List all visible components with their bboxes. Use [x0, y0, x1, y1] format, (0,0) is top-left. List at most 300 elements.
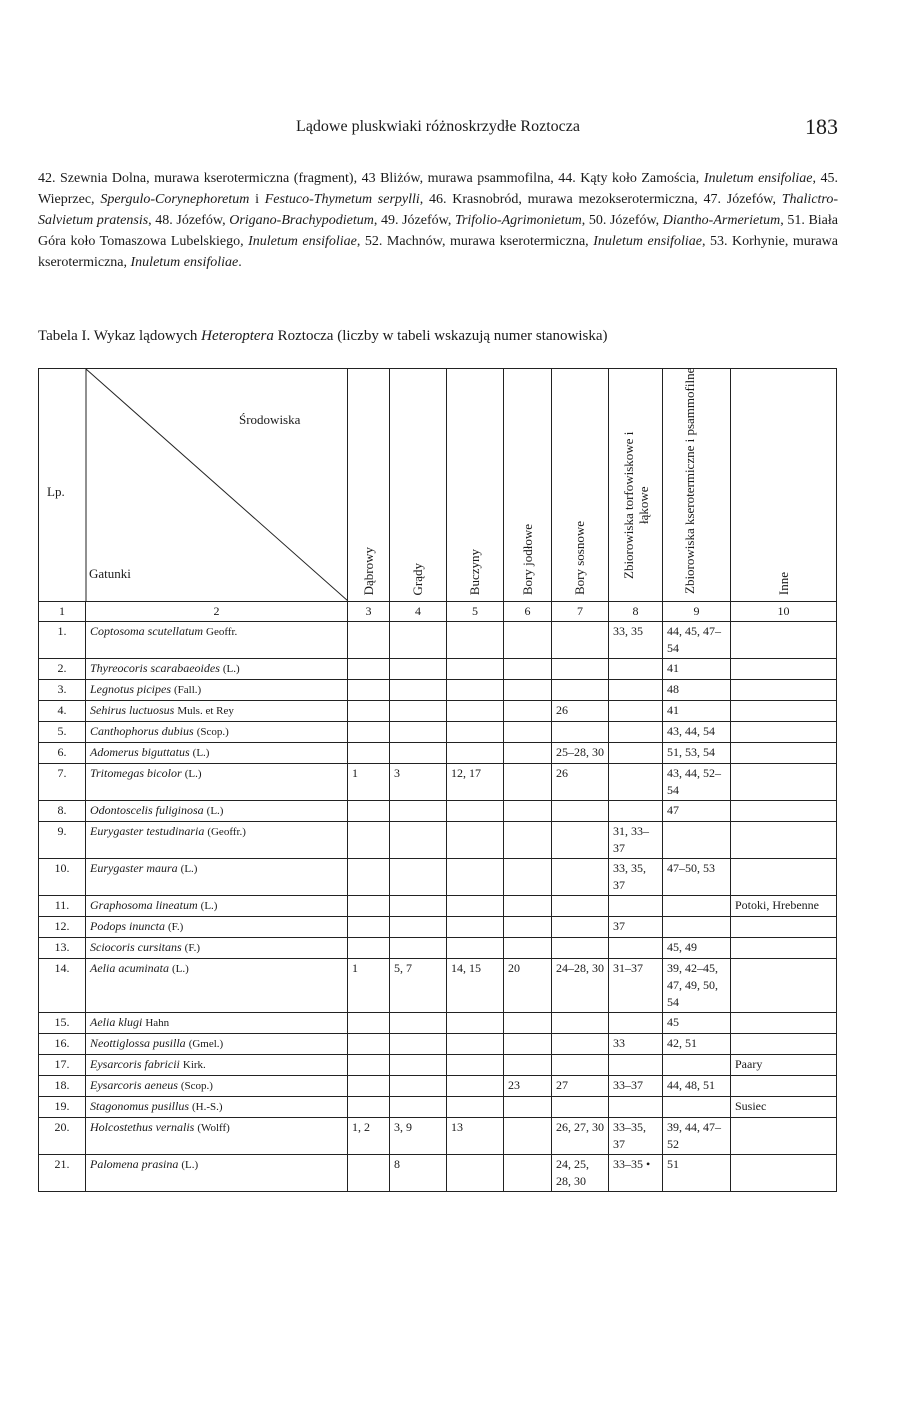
site-cell — [552, 1034, 609, 1055]
species-author: (L.) — [222, 663, 240, 675]
site-cell — [390, 1034, 447, 1055]
site-cell — [663, 1097, 731, 1118]
species-name: Canthophorus dubius — [90, 724, 194, 738]
site-cell — [663, 917, 731, 938]
col-number: 8 — [609, 602, 663, 622]
species-name: Adomerus biguttatus — [90, 745, 190, 759]
species-cell — [86, 859, 348, 896]
site-cell — [731, 1034, 837, 1055]
site-cell — [552, 680, 609, 701]
species-author: (Scop.) — [180, 1080, 213, 1092]
site-cell — [447, 1097, 504, 1118]
site-cell: 33 — [609, 1034, 663, 1055]
site-cell: 51 — [663, 1155, 731, 1192]
row-number: 5. — [39, 722, 86, 743]
site-cell — [348, 680, 390, 701]
species-cell — [86, 1076, 348, 1097]
site-cell — [609, 1097, 663, 1118]
site-cell — [504, 917, 552, 938]
table-row — [39, 680, 837, 701]
intro-taxon-name: Spergulo-Corynephoretum — [100, 192, 250, 207]
caption-prefix: Tabela I. Wykaz lądowych — [38, 328, 202, 344]
row-number: 14. — [39, 959, 86, 1013]
site-cell — [731, 764, 837, 801]
site-cell — [731, 701, 837, 722]
species-name: Eurygaster maura — [90, 861, 178, 875]
site-cell — [731, 938, 837, 959]
site-cell: 48 — [663, 680, 731, 701]
intro-text: , 51. Biała Góra koło Tomaszowa Lubelskiego, — [38, 213, 838, 249]
site-cell — [504, 1034, 552, 1055]
site-cell — [348, 801, 390, 822]
intro-text: . — [238, 255, 242, 270]
site-cell — [390, 659, 447, 680]
table-body — [39, 622, 837, 1192]
species-author: (L.) — [171, 963, 189, 975]
species-cell — [86, 1013, 348, 1034]
species-cell — [86, 622, 348, 659]
site-cell — [609, 659, 663, 680]
site-cell — [552, 896, 609, 917]
site-cell: 25–28, 30 — [552, 743, 609, 764]
table-row — [39, 659, 837, 680]
col-number: 10 — [731, 602, 837, 622]
site-cell: 45, 49 — [663, 938, 731, 959]
table-row — [39, 622, 837, 659]
col-number: 5 — [447, 602, 504, 622]
species-cell — [86, 764, 348, 801]
species-author: (F.) — [184, 942, 200, 954]
site-cell — [348, 1013, 390, 1034]
site-cell — [348, 1076, 390, 1097]
row-number: 8. — [39, 801, 86, 822]
site-cell — [447, 743, 504, 764]
site-cell — [447, 822, 504, 859]
intro-text: , 45. Wieprzec, — [38, 171, 839, 207]
col-header-torfowiskowe: Zbiorowiska torfowiskowe i łąkowe — [609, 369, 663, 602]
intro-taxon-name: Inuletum ensifoliae — [248, 234, 357, 249]
site-cell: 26 — [552, 764, 609, 801]
lp-label: Lp. — [47, 484, 65, 499]
site-cell: 33–35 • — [609, 1155, 663, 1192]
site-cell — [447, 622, 504, 659]
site-cell — [609, 801, 663, 822]
site-cell — [348, 917, 390, 938]
site-cell — [731, 622, 837, 659]
species-name: Aelia klugi — [90, 1015, 143, 1029]
site-cell — [504, 743, 552, 764]
site-cell — [348, 1034, 390, 1055]
site-cell — [447, 896, 504, 917]
site-cell — [447, 801, 504, 822]
row-number: 7. — [39, 764, 86, 801]
table-row — [39, 1155, 837, 1192]
site-cell — [348, 1055, 390, 1076]
table-row — [39, 1076, 837, 1097]
species-author: Muls. et Rey — [177, 705, 234, 717]
site-cell: 42, 51 — [663, 1034, 731, 1055]
site-cell — [504, 722, 552, 743]
intro-text: , 49. Józefów, — [373, 213, 455, 228]
site-cell — [390, 1055, 447, 1076]
site-cell — [609, 701, 663, 722]
site-cell: 3 — [390, 764, 447, 801]
species-cell — [86, 1118, 348, 1155]
species-name: Eysarcoris aeneus — [90, 1078, 178, 1092]
table-row — [39, 743, 837, 764]
col-header-bory-sosnowe: Bory sosnowe — [552, 369, 609, 602]
site-cell — [504, 1013, 552, 1034]
site-cell — [504, 1055, 552, 1076]
site-cell: 41 — [663, 701, 731, 722]
site-cell: 43, 44, 54 — [663, 722, 731, 743]
species-name: Sehirus luctuosus — [90, 703, 175, 717]
site-cell — [447, 938, 504, 959]
table-row — [39, 959, 837, 1013]
row-number: 9. — [39, 822, 86, 859]
site-cell: 51, 53, 54 — [663, 743, 731, 764]
site-cell — [447, 1076, 504, 1097]
site-cell: 44, 48, 51 — [663, 1076, 731, 1097]
intro-taxon-name: Diantho-Armerietum — [662, 213, 781, 228]
species-name: Eurygaster testudinaria — [90, 824, 205, 838]
intro-text: , 50. Józefów, — [581, 213, 663, 228]
species-cell — [86, 1155, 348, 1192]
site-cell: 33, 35, 37 — [609, 859, 663, 896]
site-cell — [390, 743, 447, 764]
intro-text: 42. Szewnia Dolna, murawa kserotermiczna (fragment), 43 Bliżów, murawa psammofilna, 44. Kąty koło Zamościa, — [38, 171, 704, 186]
species-name: Podops inuncta — [90, 919, 165, 933]
species-author: (H.-S.) — [192, 1101, 223, 1113]
site-cell: 31–37 — [609, 959, 663, 1013]
species-name: Neottiglossa pusilla — [90, 1036, 186, 1050]
col-header-buczyny: Buczyny — [447, 369, 504, 602]
site-cell — [348, 896, 390, 917]
site-cell: 37 — [609, 917, 663, 938]
site-cell — [504, 659, 552, 680]
site-cell — [609, 1013, 663, 1034]
species-cell — [86, 938, 348, 959]
site-cell: 5, 7 — [390, 959, 447, 1013]
species-table — [38, 368, 837, 1192]
col-number: 6 — [504, 602, 552, 622]
site-cell: 1, 2 — [348, 1118, 390, 1155]
species-author: (L.) — [206, 805, 224, 817]
table-row — [39, 859, 837, 896]
site-cell — [731, 743, 837, 764]
site-cell — [663, 822, 731, 859]
caption-suffix: Roztocza (liczby w tabeli wskazują numer stanowiska) — [273, 328, 608, 344]
site-cell — [504, 1118, 552, 1155]
species-author: (Fall.) — [174, 684, 202, 696]
site-cell — [552, 1055, 609, 1076]
table-row — [39, 1034, 837, 1055]
species-name: Aelia acuminata — [90, 961, 169, 975]
site-cell — [348, 659, 390, 680]
col-number: 2 — [86, 602, 348, 622]
site-cell: 14, 15 — [447, 959, 504, 1013]
species-cell — [86, 896, 348, 917]
site-cell — [447, 659, 504, 680]
species-author: (L.) — [184, 768, 202, 780]
site-cell: 1 — [348, 959, 390, 1013]
site-cell — [731, 917, 837, 938]
row-number: 2. — [39, 659, 86, 680]
site-cell — [552, 938, 609, 959]
row-number: 16. — [39, 1034, 86, 1055]
site-cell — [348, 722, 390, 743]
intro-taxon-name: Thalictro-Salvietum pratensis — [38, 192, 839, 228]
col-header-kserotermiczne: Zbiorowiska kserotermiczne i psammofilne — [663, 369, 731, 602]
row-number: 6. — [39, 743, 86, 764]
running-title: Lądowe pluskwiaki różnoskrzydłe Roztocza — [296, 118, 580, 135]
site-cell: 39, 42–45, 47, 49, 50, 54 — [663, 959, 731, 1013]
site-cell — [447, 680, 504, 701]
species-author: Kirk. — [182, 1059, 206, 1071]
site-cell — [552, 801, 609, 822]
species-name: Palomena prasina — [90, 1157, 179, 1171]
table-row — [39, 1055, 837, 1076]
site-cell — [731, 859, 837, 896]
species-author: (F.) — [168, 921, 184, 933]
site-cell — [504, 680, 552, 701]
site-cell — [504, 622, 552, 659]
site-cell: 44, 45, 47–54 — [663, 622, 731, 659]
site-cell — [552, 1013, 609, 1034]
site-cell — [390, 1097, 447, 1118]
species-cell — [86, 680, 348, 701]
col-number: 7 — [552, 602, 609, 622]
table-row — [39, 1118, 837, 1155]
table-row — [39, 701, 837, 722]
site-cell — [504, 1155, 552, 1192]
row-number: 10. — [39, 859, 86, 896]
intro-paragraph — [38, 168, 838, 273]
species-author: Geoffr. — [206, 626, 238, 638]
column-number-row — [39, 602, 837, 622]
site-cell — [609, 896, 663, 917]
site-cell — [731, 959, 837, 1013]
site-cell — [552, 822, 609, 859]
site-cell — [447, 1055, 504, 1076]
species-cell — [86, 1034, 348, 1055]
row-number: 18. — [39, 1076, 86, 1097]
site-cell — [390, 801, 447, 822]
site-cell — [390, 622, 447, 659]
col-header-grady: Grądy — [390, 369, 447, 602]
table-row — [39, 938, 837, 959]
species-author: (L.) — [181, 1159, 199, 1171]
species-name: Tritomegas bicolor — [90, 766, 182, 780]
table-header-row — [39, 369, 837, 602]
site-cell: 13 — [447, 1118, 504, 1155]
species-cell — [86, 722, 348, 743]
site-cell — [731, 801, 837, 822]
species-author: (Gmel.) — [188, 1038, 224, 1050]
row-number: 15. — [39, 1013, 86, 1034]
site-cell — [731, 1013, 837, 1034]
site-cell — [731, 1118, 837, 1155]
site-cell: 8 — [390, 1155, 447, 1192]
site-cell — [504, 896, 552, 917]
intro-text: , 53. Korhynie, murawa kserotermiczna, — [38, 234, 838, 270]
species-name: Sciocoris cursitans — [90, 940, 182, 954]
site-cell: 20 — [504, 959, 552, 1013]
row-number: 19. — [39, 1097, 86, 1118]
site-cell — [663, 896, 731, 917]
caption-taxon: Heteroptera — [201, 328, 274, 344]
intro-text: i — [249, 192, 265, 207]
gatunki-label: Gatunki — [89, 566, 131, 581]
row-number: 4. — [39, 701, 86, 722]
site-cell: 1 — [348, 764, 390, 801]
site-cell: 12, 17 — [447, 764, 504, 801]
row-number: 11. — [39, 896, 86, 917]
row-number: 20. — [39, 1118, 86, 1155]
site-cell — [609, 680, 663, 701]
species-author: (L.) — [192, 747, 210, 759]
site-cell — [447, 1034, 504, 1055]
intro-text: , 52. Machnów, murawa kserotermiczna, — [356, 234, 594, 249]
col-header-bory-jodlowe: Bory jodłowe — [504, 369, 552, 602]
site-cell: 33–37 — [609, 1076, 663, 1097]
site-cell: 47 — [663, 801, 731, 822]
site-cell — [504, 701, 552, 722]
site-cell — [504, 1097, 552, 1118]
site-cell — [390, 1013, 447, 1034]
species-name: Thyreocoris scarabaeoides — [90, 661, 220, 675]
site-cell: 33, 35 — [609, 622, 663, 659]
table-row — [39, 822, 837, 859]
site-cell — [504, 859, 552, 896]
site-cell — [609, 764, 663, 801]
site-cell: 39, 44, 47–52 — [663, 1118, 731, 1155]
site-cell — [390, 722, 447, 743]
site-cell — [731, 680, 837, 701]
site-cell — [731, 1076, 837, 1097]
species-name: Holcostethus vernalis — [90, 1120, 195, 1134]
site-cell — [348, 1155, 390, 1192]
row-number: 17. — [39, 1055, 86, 1076]
site-cell — [348, 938, 390, 959]
running-header — [38, 114, 838, 140]
species-cell — [86, 701, 348, 722]
intro-taxon-name: Origano-Brachypodietum — [229, 213, 374, 228]
page-number: 183 — [805, 114, 838, 139]
table-row — [39, 722, 837, 743]
site-cell — [552, 859, 609, 896]
site-cell — [552, 722, 609, 743]
site-cell — [447, 701, 504, 722]
site-cell: 33–35, 37 — [609, 1118, 663, 1155]
row-number: 13. — [39, 938, 86, 959]
site-cell: Potoki, Hrebenne — [731, 896, 837, 917]
species-cell — [86, 959, 348, 1013]
species-author: (Scop.) — [196, 726, 229, 738]
site-cell — [731, 1155, 837, 1192]
site-cell — [348, 743, 390, 764]
species-cell — [86, 659, 348, 680]
site-cell — [447, 1155, 504, 1192]
site-cell — [390, 859, 447, 896]
site-cell — [552, 659, 609, 680]
intro-text: , 46. Krasnobród, murawa mezokserotermiczna, 47. Józefów, — [419, 192, 782, 207]
col-number: 3 — [348, 602, 390, 622]
table-caption — [38, 328, 838, 345]
intro-taxon-name: Inuletum ensifoliae — [130, 255, 239, 270]
row-number: 3. — [39, 680, 86, 701]
site-cell: 23 — [504, 1076, 552, 1097]
site-cell — [447, 1013, 504, 1034]
site-cell — [348, 701, 390, 722]
species-cell — [86, 1055, 348, 1076]
site-cell — [504, 822, 552, 859]
site-cell — [348, 859, 390, 896]
site-cell — [609, 722, 663, 743]
species-cell — [86, 822, 348, 859]
table-row — [39, 917, 837, 938]
intro-taxon-name: Inuletum ensifoliae — [703, 171, 813, 186]
col-number: 9 — [663, 602, 731, 622]
site-cell: 47–50, 53 — [663, 859, 731, 896]
site-cell: 26 — [552, 701, 609, 722]
species-name: Eysarcoris fabricii — [90, 1057, 180, 1071]
site-cell — [348, 822, 390, 859]
site-cell: 43, 44, 52–54 — [663, 764, 731, 801]
site-cell — [552, 622, 609, 659]
species-name: Odontoscelis fuliginosa — [90, 803, 204, 817]
intro-taxon-name: Inuletum ensifoliae — [593, 234, 702, 249]
site-cell — [731, 822, 837, 859]
species-cell — [86, 1097, 348, 1118]
site-cell: 24–28, 30 — [552, 959, 609, 1013]
row-number: 1. — [39, 622, 86, 659]
site-cell: 31, 33–37 — [609, 822, 663, 859]
srodowiska-label: Środowiska — [239, 412, 301, 427]
site-cell — [348, 622, 390, 659]
intro-taxon-name: Trifolio-Agrimonietum — [454, 213, 582, 228]
species-name: Graphosoma lineatum — [90, 898, 198, 912]
intro-text: , 48. Józefów, — [148, 213, 230, 228]
species-author: (L.) — [200, 900, 218, 912]
site-cell — [552, 917, 609, 938]
table-row — [39, 896, 837, 917]
site-cell: 24, 25, 28, 30 — [552, 1155, 609, 1192]
site-cell — [390, 822, 447, 859]
site-cell — [609, 1055, 663, 1076]
site-cell: 3, 9 — [390, 1118, 447, 1155]
site-cell — [390, 896, 447, 917]
species-name: Stagonomus pusillus — [90, 1099, 190, 1113]
site-cell — [348, 1097, 390, 1118]
site-cell: 45 — [663, 1013, 731, 1034]
site-cell — [731, 659, 837, 680]
site-cell: Paary — [731, 1055, 837, 1076]
site-cell — [390, 917, 447, 938]
site-cell: 26, 27, 30 — [552, 1118, 609, 1155]
site-cell — [504, 764, 552, 801]
site-cell — [390, 680, 447, 701]
header-diagonal-cell — [39, 369, 348, 602]
site-cell — [447, 859, 504, 896]
site-cell — [552, 1097, 609, 1118]
col-number: 4 — [390, 602, 447, 622]
site-cell — [447, 722, 504, 743]
row-number: 12. — [39, 917, 86, 938]
diagonal-line — [39, 369, 348, 601]
site-cell — [731, 722, 837, 743]
species-name: Coptosoma scutellatum — [90, 624, 203, 638]
